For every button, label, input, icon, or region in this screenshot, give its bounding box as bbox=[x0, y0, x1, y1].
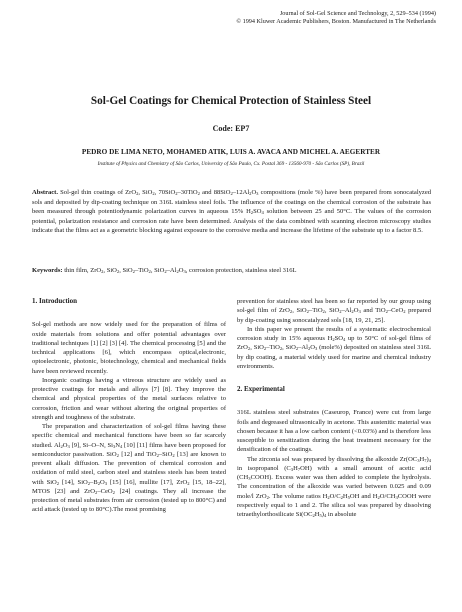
paragraph-text: –B bbox=[90, 478, 98, 486]
paragraph-text: The zirconia sol was prepared by dissolving the alkoxide Zr(OC bbox=[247, 455, 418, 463]
subscript: 2 bbox=[307, 346, 311, 352]
subscript: 2 bbox=[172, 452, 175, 458]
subscript: 2 bbox=[306, 309, 309, 315]
subscript: 3 bbox=[183, 269, 186, 274]
paragraph: Sol-gel methods are now widely used for the preparation of films of oxide materials from solutions and offer potential advantages over traditional techniques [1] [2] [3] [4]. The chemical processing [5] and the technical applications [6], which encompass optical,electronic, optoelectronic, photonic, biotechnology, chemical and mechanical fields have been reviewed recently. bbox=[32, 321, 226, 375]
paragraph-text: COOH). Excess water was then added to complete the hydrolysis. The concentration of the alkoxide was varied between 0.025 and 0.09 mole/l ZrO bbox=[237, 474, 431, 500]
section-heading-introduction: 1. Introduction bbox=[32, 297, 77, 305]
paragraph-text: –TiO bbox=[308, 307, 323, 315]
subscript: 2 bbox=[295, 346, 299, 352]
paragraph-text: prepared by dip-coating using sonocatalyzed sols [18, 19, 21, 25]. bbox=[237, 307, 431, 324]
keywords-text: , SiO bbox=[150, 267, 165, 274]
subscript: 3 bbox=[104, 480, 108, 486]
paragraph-text: In this paper we present the results of a systematic electrochemical corrosion study in 15% aqueous H bbox=[237, 325, 431, 342]
paragraph-text: COOH were respectively equal to 1 and 2. The silica sol was prepared by dissolving tetraethylorthosilicate Si(OC bbox=[237, 492, 431, 518]
paragraph-text: [12] and TiO bbox=[118, 450, 157, 458]
abstract-label: Abstract. bbox=[32, 189, 58, 196]
subscript: 2 bbox=[156, 452, 159, 458]
subscript: 5 bbox=[319, 513, 322, 518]
subscript: 2 bbox=[56, 480, 60, 486]
subscript: 2 bbox=[164, 269, 167, 274]
subscript: 3 bbox=[256, 191, 259, 196]
subscript: 2 bbox=[132, 269, 135, 274]
abstract-text: –30TiO bbox=[177, 189, 198, 196]
paragraph-text: [15, 18–22], MTOS [23] and ZrO bbox=[32, 478, 227, 495]
keywords-label: Keywords: bbox=[32, 267, 63, 274]
abstract-text: Sol-gel thin coatings of ZrO bbox=[58, 189, 137, 196]
subscript: 7 bbox=[297, 466, 301, 472]
abstract-text: O bbox=[251, 189, 257, 196]
paragraph-text: –CeO bbox=[387, 307, 404, 315]
subscript: 2 bbox=[101, 269, 104, 274]
journal-header bbox=[186, 10, 436, 26]
paragraph-text: [15] [16], mullite [17], ZrO bbox=[107, 478, 188, 486]
paragraph-text: –CeO bbox=[97, 487, 113, 495]
paragraph-text: H bbox=[293, 464, 298, 472]
paragraph-text: –Al bbox=[298, 344, 308, 352]
abstract-text: –12Al bbox=[232, 189, 250, 196]
journal-citation: Journal of Sol-Gel Science and Technology, 2, 529–534 (1994) bbox=[279, 10, 436, 17]
paragraph-text: , SiO bbox=[324, 307, 340, 315]
subscript: 2 bbox=[289, 309, 293, 315]
paragraph-text: –TiO bbox=[266, 344, 280, 352]
subscript: 2 bbox=[312, 513, 315, 518]
paragraph-text: [14], SiO bbox=[59, 478, 88, 486]
abstract-text: SO bbox=[253, 208, 262, 216]
paragraph-text: O bbox=[310, 344, 315, 352]
keywords-text: , SiO bbox=[103, 267, 117, 274]
paragraph-text: [10] [11] films have been proposed for semiconductor passivation. SiO bbox=[32, 441, 226, 458]
subscript: 3 bbox=[395, 494, 398, 500]
subscript: 5 bbox=[347, 494, 350, 500]
paragraph-text: H bbox=[342, 492, 348, 500]
paragraph-text: ) bbox=[426, 455, 429, 463]
keywords-text: –Al bbox=[166, 267, 177, 274]
paragraph-text: OH and H bbox=[349, 492, 378, 500]
paragraph-text: , SiO bbox=[292, 307, 307, 315]
paragraph bbox=[237, 455, 431, 520]
subscript: 2 bbox=[266, 494, 269, 500]
subscript: 2 bbox=[351, 309, 354, 315]
paragraph-text: , SiO bbox=[282, 344, 296, 352]
subscript: 2 bbox=[152, 191, 155, 196]
paragraph-text: up to 50°C of sol-gel films of ZrO bbox=[237, 335, 432, 352]
subscript: 2 bbox=[403, 309, 406, 315]
keywords-text: –TiO bbox=[134, 267, 149, 274]
paragraph-text: ) bbox=[321, 511, 324, 518]
abstract-text: , 70SiO bbox=[154, 189, 176, 196]
paragraph bbox=[237, 325, 431, 371]
paper-title: Sol-Gel Coatings for Chemical Protection of Stainless Steel bbox=[90, 95, 372, 107]
subscript: 2 bbox=[340, 494, 343, 500]
paragraph: Inorganic coatings having a vitreous structure are widely used as protective coatings for metals and alloys [7] [8]. They improve the chemical and physical properties of the metal surfaces relative to corrosion, friction and wear without altering the original properties of strength and toughness of the substrate. bbox=[32, 376, 226, 421]
subscript: 2 bbox=[60, 443, 63, 449]
paragraph-text: O bbox=[62, 441, 68, 449]
subscript: 3 bbox=[290, 466, 294, 472]
subscript: 7 bbox=[424, 457, 427, 463]
abstract-text: compositions (mole %) have been prepared from sonocatalyzed sols and deposited by dip-coating technique on 316L stainless steel foils. The influence of the coatings on the chemical corrosion of the substrate has been measured through potentiodynamic polarization curves in aqueous 15% H bbox=[32, 189, 431, 216]
subscript: 2 bbox=[377, 494, 380, 500]
subscript: 2 bbox=[263, 346, 267, 352]
paragraph-text: H bbox=[314, 511, 320, 518]
subscript: 2 bbox=[112, 489, 115, 495]
subscript: 2 bbox=[247, 346, 251, 352]
subscript: 3 bbox=[248, 476, 251, 481]
copyright-notice: © 1994 Kluwer Academic Publishers, Boston. Manufactured in The Netherlands bbox=[236, 18, 436, 25]
abstract-text: solution between 25 and 50°C. The values of the corrosion potential, polarization resistance and corrosion rate have been determined. Analysis of the data combined with scanning electron microscopy studies indicate that the films act as a geometric blocking against exposure to the corrosive media and increase the lifetime of the substrate up to a factor 8.5. bbox=[32, 208, 431, 235]
subscript: 3 bbox=[358, 309, 361, 315]
subscript: 3 bbox=[417, 457, 420, 463]
paper-code: Code: EP7 bbox=[212, 124, 250, 133]
keywords-text: O bbox=[178, 267, 184, 274]
paragraph-text: OH) with a small amount of acetic acid (CH bbox=[237, 464, 431, 481]
subscript: 2 bbox=[327, 494, 330, 500]
subscript: 2 bbox=[230, 191, 233, 196]
abstract-text: , SiO bbox=[138, 189, 153, 196]
subscript: 4 bbox=[119, 443, 123, 449]
subscript: 2 bbox=[97, 480, 100, 486]
subscript: 3 bbox=[314, 346, 318, 352]
subscript: 4 bbox=[342, 337, 346, 342]
section-heading-experimental: 2. Experimental bbox=[237, 385, 285, 393]
paragraph-text: SO bbox=[334, 335, 343, 342]
paragraph-text: (mole%) deposited on stainless steel 316L by dip coating, a material widely used for marine and chemical industry environments. bbox=[237, 344, 432, 370]
subscript: 2 bbox=[148, 269, 151, 274]
paragraph-text: in absolute bbox=[326, 511, 357, 518]
subscript: 3 bbox=[112, 443, 116, 449]
paragraph-text: [24] coatings. They all increase the protection of metal substrates from air corrosion (tested up to 800°C) and acid attack (tested up to 80°C).The most promising bbox=[32, 487, 226, 514]
subscript: 2 bbox=[187, 480, 190, 486]
subscript: 2 bbox=[332, 337, 335, 342]
subscript: 2 bbox=[279, 346, 283, 352]
paragraph-text: H bbox=[419, 455, 425, 463]
paragraph-text: N bbox=[115, 441, 120, 449]
subscript: 2 bbox=[339, 309, 342, 315]
paragraph-text: prevention for stainless steel has been so far reported by our group using sol-gel film of ZrO bbox=[237, 298, 431, 315]
subscript: 2 bbox=[136, 191, 139, 196]
left-column bbox=[32, 297, 226, 515]
affiliation: Institute of Physics and Chemistry of São Carlos, University of São Paulo, Cx. Postal 369 - 13560-970 - São Carlos (SP), Brazil bbox=[97, 161, 365, 167]
paragraph-text: in isopropanol (C bbox=[237, 464, 291, 472]
paragraph-text: –Al bbox=[341, 307, 352, 315]
keywords-text: , SiO bbox=[119, 267, 133, 274]
paragraph-text: , SiO bbox=[250, 344, 264, 352]
abstract bbox=[32, 188, 431, 236]
subscript: 2 bbox=[116, 269, 120, 274]
subscript: 2 bbox=[197, 191, 200, 196]
paragraph-text: O bbox=[353, 307, 359, 315]
subscript: 2 bbox=[385, 309, 388, 315]
paragraph-text: O/CH bbox=[379, 492, 396, 500]
subscript: 2 bbox=[250, 210, 254, 216]
subscript: 4 bbox=[261, 210, 264, 216]
keywords bbox=[32, 266, 431, 276]
paragraph: 316L stainless steel substrates (Caseurop, France) were cut from large foils and degreased ultrasonically in acetone. This austenitic material was chosen because it has a low carbon content (<0.03%) and is therefore less susceptible to sensitization during the heat treatment necessary for the densification of the coatings. bbox=[237, 409, 431, 454]
subscript: 2 bbox=[175, 191, 178, 196]
paragraph-text: . The volume ratios H bbox=[268, 492, 328, 500]
paragraph bbox=[32, 422, 226, 515]
subscript: 2 bbox=[87, 480, 91, 486]
subscript: 4 bbox=[323, 513, 327, 518]
subscript: 3 bbox=[67, 443, 70, 449]
keywords-text: , corrosion protection, stainless steel 316L bbox=[185, 267, 297, 274]
right-column bbox=[237, 297, 431, 519]
paragraph-text: [13] are known to prevent alkali diffusion. The prevention of chemical corrosion and oxidation of mild steel, carbon steel and stainless steels has been tested with SiO bbox=[32, 450, 226, 486]
author-list: PEDRO DE LIMA NETO, MOHAMED ATIK, LUIS A. AVACA AND MICHEL A. AEGERTER bbox=[81, 148, 381, 156]
paragraph-text: [9], Si–O–N, Si bbox=[69, 441, 113, 449]
paragraph-text: The preparation and characterization of sol-gel films having these specific chemical and mechanical functions have been so far scarcely studied. Al bbox=[32, 423, 226, 449]
paragraph-text: and TiO bbox=[360, 307, 386, 315]
subscript: 2 bbox=[249, 191, 252, 196]
paragraph-text: O bbox=[99, 478, 105, 486]
subscript: 2 bbox=[116, 452, 119, 458]
paragraph-text: –SiO bbox=[158, 450, 173, 458]
subscript: 4 bbox=[428, 457, 431, 463]
subscript: 2 bbox=[322, 309, 325, 315]
subscript: 2 bbox=[95, 489, 98, 495]
subscript: 2 bbox=[176, 269, 179, 274]
abstract-text: and 88SiO bbox=[199, 189, 231, 196]
paragraph bbox=[237, 297, 431, 325]
paragraph-text: O/C bbox=[329, 492, 341, 500]
keywords-text: thin film, ZrO bbox=[62, 267, 102, 274]
